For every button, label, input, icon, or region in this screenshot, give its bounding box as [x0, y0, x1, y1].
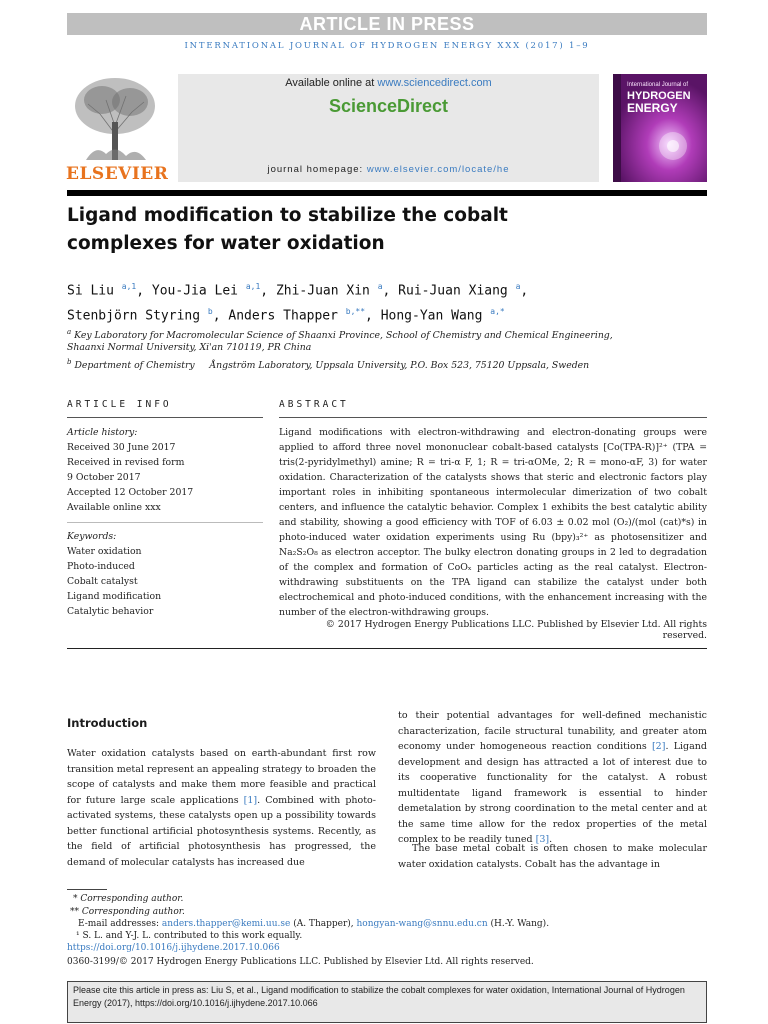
- intro-right-paragraph-2: The base metal cobalt is often chosen to make molecular water oxidation catalysts. Cobalt has the advantage in: [398, 843, 707, 870]
- cover-journal-line1: International Journal of: [627, 82, 689, 88]
- journal-homepage-line: [178, 164, 599, 175]
- abstract-copyright: © 2017 Hydrogen Energy Publications LLC. Published by Elsevier Ltd. All rights reserved.: [325, 619, 707, 641]
- keyword-item[interactable]: Cobalt catalyst: [67, 576, 138, 587]
- abstract-text: Ligand modifications with electron-withdrawing and electron-donating groups were applied to afford three novel mononuclear cobalt-based catalysts [Co(TPA-R)]²⁺ (TPA = tris(2-pyridylmethyl) amine; R = tri-α F, 1; R = tri-αOMe, 2; R = mono-αF, 3) for water oxidation. Characterization of the catalysts shows that steric and electronic factors play important roles in inhibiting spontaneous intermolecular dimerization of two cobalt centers, and influence the catalytic behavior. Complex 1 exhibits the best catalytic ability and stability, showing a good efficiency with TOF of 6.03 ± 0.02 mol (O₂)/(mol (cat)*s) in photo-induced water oxidation experiments using Ru (bpy)₃²⁺ as photosensitizer and Na₂S₂O₈ as electron acceptor. The bulky electron donating groups in 2 led to degradation of the complex and formation of CoOₓ particles acting as the real catalyst. Electron-withdrawing substituents on the TPA ligand can stabilize the catalyst under both electrochemical and photo-induced conditions, with the enhancement increasing with the number of the electron-withdrawing groups.: [279, 427, 707, 618]
- article-info-rule: [67, 417, 263, 418]
- author-name[interactable]: Anders Thapper: [228, 308, 338, 324]
- journal-homepage-link[interactable]: www.elsevier.com/locate/he: [366, 164, 510, 175]
- article-title-line2: complexes for water oxidation: [67, 233, 385, 254]
- header-divider: [67, 190, 707, 196]
- author-affil-marker[interactable]: a: [377, 282, 383, 291]
- homepage-label: journal homepage:: [267, 164, 364, 175]
- elsevier-wordmark: ELSEVIER: [66, 164, 169, 184]
- reference-link[interactable]: [1]: [243, 794, 258, 806]
- keyword-item[interactable]: Photo-induced: [67, 561, 135, 572]
- reference-link[interactable]: [2]: [651, 741, 666, 752]
- history-item: 9 October 2017: [67, 472, 141, 483]
- history-item: Accepted 12 October 2017: [67, 487, 194, 498]
- front-matter-rule: [67, 648, 707, 649]
- email-owner: (H.-Y. Wang).: [490, 919, 550, 929]
- history-label: Article history:: [67, 427, 138, 438]
- doi-link[interactable]: [67, 942, 280, 955]
- doi-link-text[interactable]: https://doi.org/10.1016/j.ijhydene.2017.10.066: [67, 943, 280, 953]
- article-title-line1: Ligand modification to stabilize the cobalt: [67, 205, 508, 226]
- citation-text: Please cite this article in press as: Liu S, et al., Ligand modification to stabilize the cobalt complexes for water oxidation, International Journal of Hydrogen Energy (2017), https://doi.org/10.1016/j.ijhydene.2017.10.066: [73, 985, 685, 1008]
- history-item: Received 30 June 2017: [67, 442, 176, 453]
- introduction-heading: Introduction: [67, 716, 148, 730]
- reference-link[interactable]: [3]: [535, 834, 550, 845]
- affiliation-text: Key Laboratory for Macromolecular Science of Shaanxi Province, School of Chemistry and Chemical Engineering,: [74, 330, 613, 342]
- author-name[interactable]: Si Liu: [67, 283, 114, 299]
- affiliation-b: [67, 355, 589, 373]
- keyword-item[interactable]: Catalytic behavior: [67, 606, 154, 617]
- email-label: E-mail addresses:: [78, 919, 160, 929]
- email-link[interactable]: anders.thapper@kemi.uu.se: [161, 919, 291, 929]
- author-affil-marker[interactable]: a,*: [490, 307, 505, 317]
- author-name[interactable]: Stenbjörn Styring: [67, 308, 201, 324]
- article-in-press-banner: ARTICLE IN PRESS: [67, 13, 707, 35]
- affiliation-marker: b: [67, 358, 72, 366]
- author-list: [67, 276, 707, 327]
- author-affil-marker[interactable]: b: [207, 307, 213, 317]
- journal-cover-image: [613, 74, 707, 182]
- email-owner: (A. Thapper),: [293, 919, 354, 929]
- intro-left-column: [67, 746, 376, 870]
- issn-copyright: 0360-3199/© 2017 Hydrogen Energy Publications LLC. Published by Elsevier Ltd. All rights reserved.: [67, 957, 534, 967]
- available-online-label: Available online at: [285, 77, 375, 89]
- author-affil-marker[interactable]: a,1: [245, 282, 261, 291]
- intro-paragraph: to their potential advantages for well-defined mechanistic characterization, facile structural tunability, and greater atom economy under homogeneous reaction conditions: [398, 710, 707, 752]
- footnote-equal-contribution: ¹ S. L. and Y-J. L. contributed to this work equally.: [76, 931, 303, 941]
- affiliation-marker: a: [67, 328, 72, 336]
- author-affil-marker[interactable]: a: [515, 282, 521, 291]
- history-item: Available online xxx: [67, 502, 161, 513]
- sciencedirect-brand: ScienceDirect: [328, 96, 449, 116]
- abstract-heading: ABSTRACT: [279, 399, 349, 410]
- affiliation-text: Shaanxi Normal University, Xi'an 710119, PR China: [67, 342, 312, 353]
- affiliation-a-cont: [67, 340, 311, 355]
- intro-paragraph: .: [549, 834, 553, 845]
- intro-paragraph: . Combined with photo-activated systems, these catalysts open up a possibility towards better functional artificial photosynthesis systems. Recently, as the field of artificial photosynthesis has progressed, the demand of molecular catalysts has increased due: [67, 794, 376, 868]
- author-name[interactable]: Rui-Juan Xiang: [398, 283, 508, 299]
- article-title: [67, 202, 707, 258]
- affiliation-text: Department of Chemistry Ångström Laboratory, Uppsala University, P.O. Box 523, 75120 Uppsala, Sweden: [74, 360, 590, 372]
- author-name[interactable]: Hong-Yan Wang: [380, 308, 483, 324]
- author-name[interactable]: You-Jia Lei: [151, 283, 238, 299]
- intro-paragraph: . Ligand development and design has attracted a lot of interest due to its cooperative functionality for the catalyst. A robust multidentate ligand framework is essential to hinder demetalation by strong coordination to the metal center and at the same time allow for the redox properties of the metal complex to be readily tuned: [398, 741, 707, 845]
- keywords-rule: [67, 522, 263, 523]
- author-line2: Stenbjörn Styring $^b$, Anders Thapper $^{b,**}$, Hong-Yan Wang $^{a,*}$: [67, 307, 505, 324]
- footnote-rule: [67, 889, 107, 890]
- available-online-line: [178, 77, 599, 89]
- sciencedirect-link[interactable]: www.sciencedirect.com: [377, 77, 492, 89]
- history-item: Received in revised form: [67, 457, 185, 468]
- intro-right-column: [398, 708, 707, 848]
- cover-journal-line3: ENERGY: [627, 101, 678, 115]
- keyword-item[interactable]: Ligand modification: [67, 591, 162, 602]
- author-name[interactable]: Zhi-Juan Xin: [275, 283, 370, 299]
- journal-reference-line: INTERNATIONAL JOURNAL OF HYDROGEN ENERGY XXX (2017) 1–9: [184, 41, 590, 51]
- abstract-rule: [279, 417, 707, 418]
- cover-journal-line2: HYDROGEN: [627, 90, 691, 102]
- keywords-label: Keywords:: [67, 531, 117, 542]
- intro-paragraph: Water oxidation catalysts based on earth-abundant first row transition metal represent an appealing strategy to broaden the scope of catalysts and make them more feasible and practical for future large scale applications: [67, 748, 376, 806]
- footnote-corresponding-1: * Corresponding author.: [73, 894, 184, 904]
- article-info-heading: ARTICLE INFO: [67, 399, 172, 410]
- author-line1: Si Liu $^{a,1}$, You-Jia Lei $^{a,1}$, Zhi-Juan Xin $^a$, Rui-Juan Xiang $^a$,: [67, 282, 529, 299]
- email-link[interactable]: hongyan-wang@snnu.edu.cn: [356, 919, 488, 929]
- author-affil-marker[interactable]: b,**: [345, 307, 366, 317]
- keyword-item[interactable]: Water oxidation: [67, 546, 142, 557]
- author-affil-marker[interactable]: a,1: [121, 282, 137, 291]
- footnote-corresponding-2: ** Corresponding author.: [70, 907, 185, 917]
